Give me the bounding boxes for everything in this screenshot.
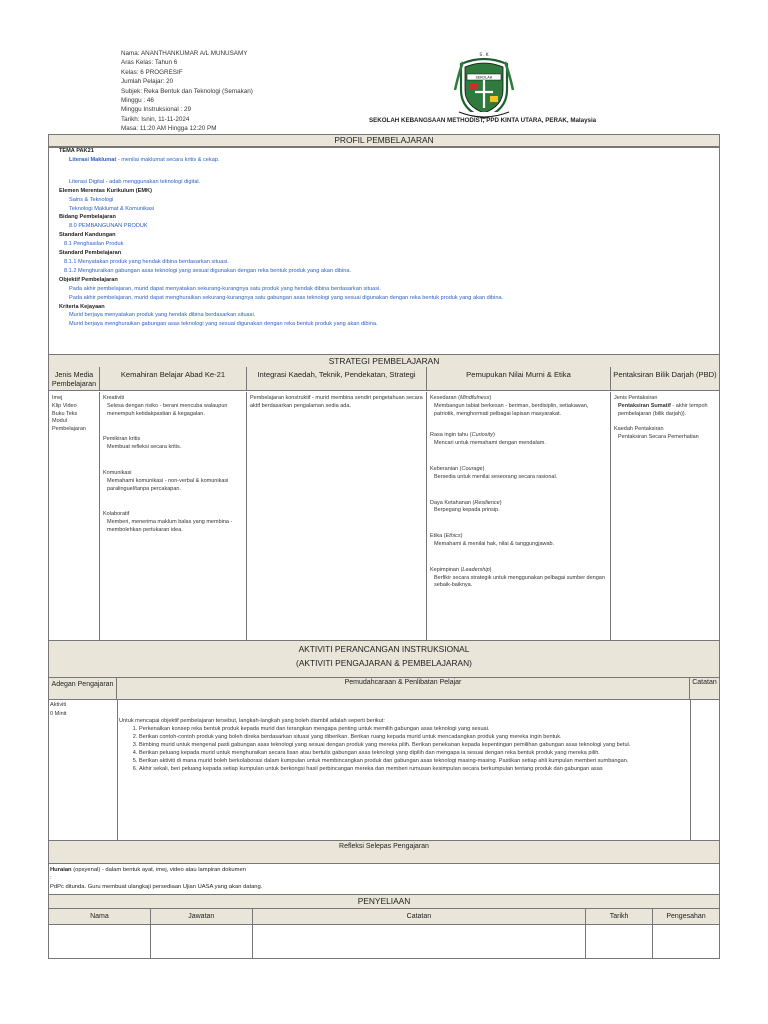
kemahiran-column — [100, 392, 247, 640]
refleksi-note: PdPc ditunda. Guru membuat ulangkaji persediaan Ujian UASA yang akan datang. — [50, 883, 263, 890]
sk-label: Standard Kandungan — [59, 232, 116, 239]
pbd-kaedah: Kaedah Pentaksiran — [614, 426, 664, 433]
strategi-col-header: Jenis Media Pembelajaran — [49, 367, 100, 391]
adegan-header: Adegan Pengajaran — [49, 678, 117, 700]
col-tarikh: Tarikh — [586, 909, 653, 925]
col-jawatan: Jawatan — [150, 909, 252, 925]
bidang-item: 8.0 PEMBANGUNAN PRODUK — [69, 223, 148, 230]
date: Tarikh: Isnin, 11-11-2024 — [121, 115, 190, 123]
activity-intro: Untuk mencapai objektif pembelajaran tersebut, langkah-langkah yang boleh diambil adalah seperti berikut: — [119, 718, 385, 724]
profil-content — [49, 147, 719, 329]
nilai-desc: Berfikir secara strategik untuk menggunakan pelbagai sumber dengan sebaik-baiknya. — [434, 574, 605, 589]
col-catatan: Catatan — [252, 909, 585, 925]
nilai-desc: Bersedia untuk menilai seseorang secara rasional. — [434, 473, 558, 480]
media-item: Klip Video — [52, 402, 77, 409]
kk-item: Murid berjaya menghuraikan gabungan asas teknologi yang sesuai digunakan dengan reka bentuk produk yang akan dibina. — [69, 321, 378, 328]
col-nama: Nama — [49, 909, 151, 925]
emk-item: Sains & Teknologi — [69, 196, 114, 203]
activity-list — [119, 725, 687, 773]
subject: Subjek: Reka Bentuk dan Teknologi (Semakan) — [121, 87, 253, 95]
media-item: Buku Teks — [52, 410, 78, 417]
svg-text:SEKOLAH: SEKOLAH — [475, 75, 493, 80]
pbd-kaedah-item: Pentaksiran Secara Pemerhatian — [618, 434, 699, 441]
lesson-info — [121, 49, 253, 134]
kemahiran-desc: Memahami komunikasi - non-verbal & komunikasi paralinguel/tanpa percakapan. — [107, 477, 229, 492]
kemahiran-title: Komunikasi — [103, 469, 132, 476]
pengesahan-cell[interactable] — [653, 925, 720, 959]
huraian-line: Huraian (opsyenal) - dalam bentuk ayat, imej, video atau lampiran dokumen — [50, 867, 246, 873]
school-name: SEKOLAH KEBANGSAAN METHODIST, PPD KINTA UTARA, PERAK, Malaysia — [369, 117, 597, 124]
sp-label: Standard Pembelajaran — [59, 250, 122, 257]
kemahiran-desc: Membuat refleksi secara kritis. — [107, 444, 182, 451]
nilai-desc: Berpegang kepada prinsip. — [434, 507, 500, 514]
school-crest-icon — [453, 50, 515, 120]
aktiviti-header — [48, 640, 720, 678]
nilai-desc: Memahami & menilai hak, nilai & tanggungjawab. — [434, 540, 555, 547]
nilai-desc: Mencari untuk memahami dengan mendalam. — [434, 440, 546, 447]
strategi-col-header: Kemahiran Belajar Abad Ke-21 — [100, 367, 247, 391]
emk-label: Elemen Merentas Kurikulum (EMK) — [59, 187, 152, 194]
nama-cell[interactable] — [49, 925, 151, 959]
week: Minggu : 46 — [121, 97, 154, 105]
activity-step: 5. Berikan aktiviti di mana murid boleh berkolaborasi dalam kumpulan untuk membincangkan produk dan gabungan asas teknologi masing-masing. Pastikan setiap ahli kumpulan memberi sumbangan. — [139, 757, 687, 765]
class-name: Kelas: 6 PROGRESIF — [121, 68, 183, 76]
penyeliaan-header: PENYELIAAN — [48, 894, 720, 909]
aktiviti-title: AKTIVITI PERANCANGAN INSTRUKSIONAL — [298, 644, 470, 654]
nilai-title: Daya Ketahanan (Resilience) — [430, 499, 502, 506]
kemahiran-title: Kreativiti — [103, 395, 125, 401]
refleksi-content: Huraian (opsyenal) - dalam bentuk ayat, imej, video atau lampiran dokumen : PdPc ditunda. Guru membuat ulangkaji persediaan Ujian UASA yang akan datang. — [50, 866, 716, 891]
svg-text:S . K: S . K — [479, 52, 489, 57]
activity-step: 6. Akhir sekali, beri peluang kepada setiap kumpulan untuk berkongsi hasil perbincangan mereka dan memberi rumusan kesimpulan secara berkumpulan tentang produk dan gabungan asas — [139, 765, 687, 773]
aktiviti-subtitle: (AKTIVITI PENGAJARAN & PEMBELAJARAN) — [296, 658, 472, 668]
teacher-name: Nama: ANANTHANKUMAR A/L MUNUSAMY — [121, 50, 248, 57]
nilai-title: Etika (Ethics) — [430, 533, 463, 540]
time: Masa: 11:20 AM Hingga 12:20 PM — [121, 125, 217, 133]
op-item: Pada akhir pembelajaran, murid dapat menyatakan sekurang-kurangnya satu produk yang hendak dibina berdasarkan situasi. — [69, 285, 381, 292]
bidang-label: Bidang Pembelajaran — [59, 214, 116, 221]
student-count: Jumlah Pelajar: 20 — [121, 78, 174, 86]
op-item: Pada akhir pembelajaran, murid dapat menghuraikan sekurang-kurangnya satu gabungan asas teknologi yang sesuai digunakan dengan reka bentuk produk yang akan dibina. — [69, 294, 504, 301]
adegan-cell: Aktiviti 0 Minit — [50, 702, 67, 717]
tarikh-cell[interactable] — [586, 925, 653, 959]
nilai-title: Keberanian (Courage) — [430, 465, 485, 472]
media-item: Modul — [52, 418, 67, 425]
nilai-title: Kepimpinan (Leadership) — [430, 566, 492, 573]
media-column — [49, 392, 100, 640]
strategi-col-header: Integrasi Kaedah, Teknik, Pendekatan, Strategi — [247, 367, 427, 391]
media-item: Pembelajaran — [52, 426, 86, 433]
penyeliaan-row — [49, 925, 720, 959]
penyeliaan-table — [48, 908, 720, 959]
nilai-title: Rasa ingin tahu (Curiosity) — [430, 432, 495, 439]
sk-item: 8.1 Penghasilan Produk — [64, 241, 124, 248]
literasi-digital: Literasi Digital - adab menggunakan teknologi digital. — [69, 178, 201, 185]
strategi-col-header: Pentaksiran Bilik Darjah (PBD) — [611, 367, 719, 391]
nilai-desc: Membangun tabiat berkesan - beriman, berdisiplin, setiakawan, patriotik, menghormati pelbagai lapisan masyarakat. — [434, 402, 589, 417]
op-label: Objektif Pembelajaran — [59, 276, 118, 283]
pemudahcaraan-header: Pemudahcaraan & Penlibatan Pelajar — [117, 678, 690, 700]
kemahiran-title: Pemikiran kritis — [103, 436, 141, 443]
catatan-cell[interactable] — [252, 925, 585, 959]
class-level: Aras Kelas: Tahun 6 — [121, 59, 178, 67]
tema-label: TEMA PAK21 — [59, 148, 94, 154]
sp-item: 8.1.1 Menyatakan produk yang hendak dibina berdasarkan situasi. — [64, 258, 229, 265]
profil-header: PROFIL PEMBELAJARAN — [48, 134, 720, 147]
strategi-col-header: Pemupukan Nilai Murni & Etika — [427, 367, 611, 391]
literasi-maklumat: Literasi Maklumat - menilai maklumat secara kritis & cekap. — [69, 156, 220, 163]
strategi-header: STRATEGI PEMBELAJARAN — [48, 354, 720, 368]
sp-item: 8.1.2 Menghuraikan gabungan asas teknologi yang sesuai digunakan dengan reka bentuk produk yang akan dibina. — [64, 267, 352, 274]
activity-step: 1. Perkenalkan konsep reka bentuk produk kepada murid dan terangkan mengapa penting untuk memilih gabungan asas teknologi yang sesuai. — [139, 725, 687, 733]
pbd-column — [611, 392, 719, 640]
instructional-week: Minggu Instruksional : 29 — [121, 106, 192, 114]
kemahiran-desc: Memberi, menerima maklum balas yang membina - membolehkan pertukaran idea. — [107, 519, 233, 533]
pbd-sumatif: Pentaksiran Sumatif - akhir tempoh pembelajaran (bilik darjah)). — [618, 402, 708, 417]
refleksi-header: Refleksi Selepas Pengajaran — [48, 840, 720, 864]
nilai-column — [427, 392, 611, 640]
catatan-header: Catatan — [690, 678, 719, 700]
kemahiran-desc: Selesa dengan risiko - berani mencuba walaupun menempuh ketidakpastian & kegagalan. — [107, 402, 228, 417]
jawatan-cell[interactable] — [150, 925, 252, 959]
activity-step: 3. Bimbing murid untuk mengenal pasti gabungan asas teknologi yang sesuai dengan produk yang mereka pilih. Berikan penekanan kepada kepentingan pemilihan gabungan asas teknologi yang betul. — [139, 741, 687, 749]
pbd-jenis: Jenis Pentaksiran — [614, 395, 658, 401]
activity-step: 2. Berikan contoh-contoh produk yang boleh direka berdasarkan situasi yang diberikan. Berikan ruang kepada murid untuk mencadangkan produk yang mereka ingin bentuk. — [139, 733, 687, 741]
kk-item: Murid berjaya menyatakan produk yang hendak dibina berdasarkan situasi. — [69, 312, 256, 319]
nilai-title: Kesedaran (Mindfulness) — [430, 395, 492, 401]
col-pengesahan: Pengesahan — [653, 909, 720, 925]
integrasi-text: Pembelajaran konstruktif - murid membina sendiri pengetahuan secara aktif berdasarkan pengalaman sedia ada. — [250, 395, 423, 409]
emk-item: Teknologi Maklumat & Komunikasi — [69, 205, 155, 212]
activity-steps — [119, 717, 687, 773]
kemahiran-title: Kolaboratif — [103, 511, 130, 518]
kk-label: Kriteria Kejayaan — [59, 303, 105, 310]
integrasi-column — [247, 392, 427, 640]
activity-step: 4. Berikan peluang kepada murid untuk menghuraikan secara lisan atau bertulis gabungan asas teknologi yang dipilih dan mengapa ia sesuai dengan reka bentuk produk yang mereka pilih. — [139, 749, 687, 757]
media-item: Imej — [52, 395, 63, 401]
